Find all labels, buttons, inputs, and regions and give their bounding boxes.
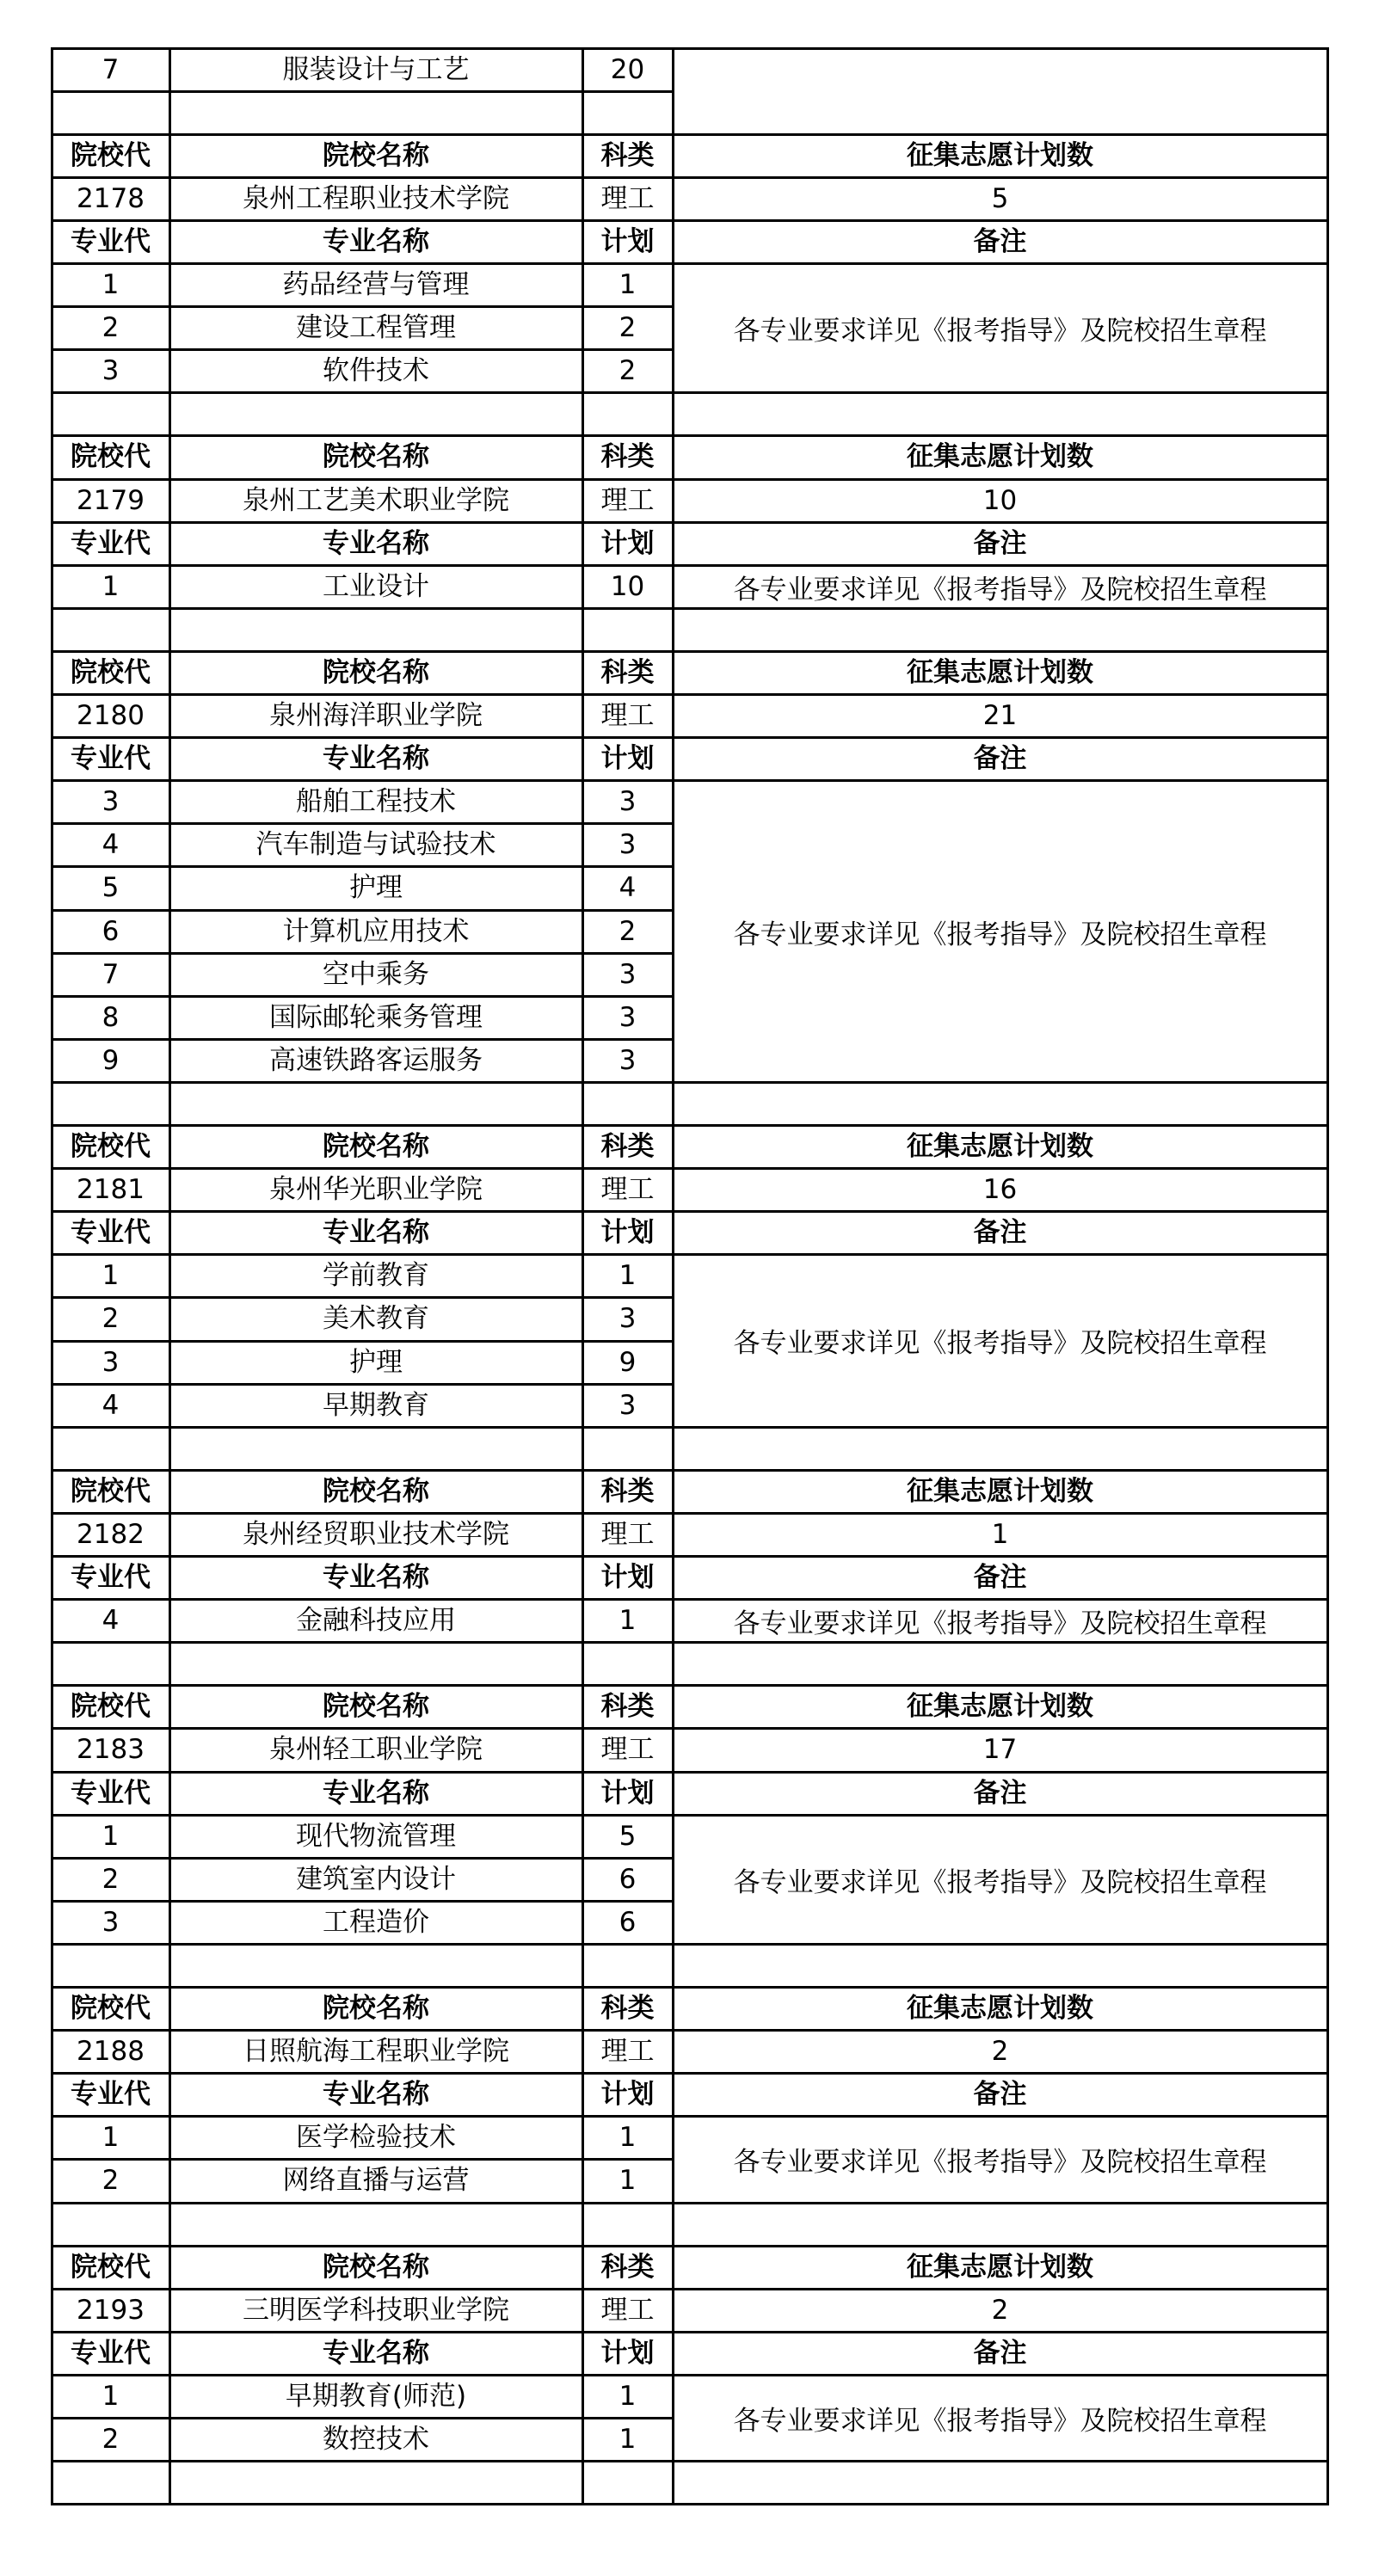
grid-line xyxy=(51,521,1329,524)
school-name: 泉州工程职业技术学院 xyxy=(243,182,509,214)
major-note: 各专业要求详见《报考指导》及院校招生章程 xyxy=(733,316,1267,347)
spacer-row xyxy=(0,1427,1391,1470)
major-plan: 1 xyxy=(619,2380,637,2412)
major-code-header: 专业代 xyxy=(71,527,151,559)
major-name-header: 专业名称 xyxy=(323,743,429,775)
plan-total-header: 征集志愿计划数 xyxy=(907,1131,1093,1163)
grid-line xyxy=(51,1814,1329,1817)
major-name-header: 专业名称 xyxy=(323,1777,429,1809)
major-name: 护理 xyxy=(349,1346,403,1378)
school-info-row xyxy=(0,695,1391,738)
plan-total-header: 征集志愿计划数 xyxy=(907,1691,1093,1723)
major-code-header: 专业代 xyxy=(71,2079,151,2111)
school-code: 2181 xyxy=(77,1174,145,1206)
major-code: 3 xyxy=(102,355,120,387)
major-code: 1 xyxy=(102,269,120,301)
major-plan: 6 xyxy=(619,1906,637,1938)
category-header: 科类 xyxy=(600,1131,655,1163)
major-note: 各专业要求详见《报考指导》及院校招生章程 xyxy=(733,1866,1267,1898)
school-name: 泉州经贸职业技术学院 xyxy=(243,1518,509,1550)
major-code: 4 xyxy=(102,1389,120,1421)
school-plan-total: 16 xyxy=(982,1174,1018,1206)
major-name-header: 专业名称 xyxy=(323,1562,429,1594)
grid-line xyxy=(51,1210,1329,1213)
major-code-header: 专业代 xyxy=(71,1562,151,1594)
spacer-row xyxy=(0,91,1391,134)
grid-line xyxy=(51,779,1329,782)
plan-header: 计划 xyxy=(600,225,655,257)
major-code-header: 专业代 xyxy=(71,2337,151,2369)
grid-line xyxy=(51,1555,1329,1558)
school-name-header: 院校名称 xyxy=(323,441,429,473)
note-header: 备注 xyxy=(973,225,1027,257)
school-info-row xyxy=(0,1513,1391,1556)
major-code: 2 xyxy=(102,1303,120,1335)
major-name: 软件技术 xyxy=(323,355,429,387)
major-code: 3 xyxy=(102,1346,120,1378)
plan-header: 计划 xyxy=(600,1217,655,1249)
major-name: 服装设计与工艺 xyxy=(282,53,470,85)
school-code: 2193 xyxy=(77,2294,145,2326)
major-name: 计算机应用技术 xyxy=(282,915,470,947)
category-header: 科类 xyxy=(600,441,655,473)
school-info-row xyxy=(0,2031,1391,2074)
major-name-header: 专业名称 xyxy=(323,2337,429,2369)
major-plan: 9 xyxy=(619,1346,637,1378)
school-header-row xyxy=(0,1126,1391,1169)
major-code: 3 xyxy=(102,1906,120,1938)
major-header-row xyxy=(0,2332,1391,2375)
school-info-row xyxy=(0,479,1391,522)
grid-line xyxy=(672,47,674,2506)
major-plan: 1 xyxy=(619,269,637,301)
school-header-row xyxy=(0,1470,1391,1513)
school-info-row xyxy=(0,177,1391,220)
school-code-header: 院校代 xyxy=(71,1475,151,1507)
grid-line xyxy=(51,2202,1329,2204)
school-header-row xyxy=(0,651,1391,694)
major-plan: 3 xyxy=(619,1044,637,1076)
grid-line xyxy=(51,262,1329,265)
major-note: 各专业要求详见《报考指导》及院校招生章程 xyxy=(733,1608,1267,1640)
school-plan-total: 21 xyxy=(982,700,1018,732)
grid-line xyxy=(51,2460,1329,2462)
major-name: 工程造价 xyxy=(323,1906,429,1938)
major-code: 8 xyxy=(102,1001,120,1033)
major-name: 现代物流管理 xyxy=(296,1820,456,1852)
major-name: 数控技术 xyxy=(323,2424,429,2456)
major-header-row xyxy=(0,2074,1391,2117)
grid-line xyxy=(51,391,1329,394)
plan-total-header: 征集志愿计划数 xyxy=(907,656,1093,688)
plan-header: 计划 xyxy=(600,2079,655,2111)
plan-total-header: 征集志愿计划数 xyxy=(907,2251,1093,2283)
major-header-row xyxy=(0,1557,1391,1600)
grid-line xyxy=(51,1684,1329,1687)
spacer-row xyxy=(0,1082,1391,1125)
school-code-header: 院校代 xyxy=(71,656,151,688)
grid-line xyxy=(51,133,1329,136)
major-header-row xyxy=(0,1772,1391,1815)
school-code-header: 院校代 xyxy=(71,139,151,171)
major-plan: 6 xyxy=(619,1863,637,1895)
spacer-row xyxy=(0,1944,1391,1987)
major-code-header: 专业代 xyxy=(71,743,151,775)
major-name: 汽车制造与试验技术 xyxy=(255,829,496,861)
major-name-header: 专业名称 xyxy=(323,2079,429,2111)
major-code-header: 专业代 xyxy=(71,225,151,257)
major-plan: 1 xyxy=(619,1260,637,1292)
plan-header: 计划 xyxy=(600,1777,655,1809)
school-header-row xyxy=(0,134,1391,177)
note-header: 备注 xyxy=(973,1562,1027,1594)
grid-line xyxy=(51,2115,1329,2118)
major-code: 1 xyxy=(102,1260,120,1292)
major-name: 护理 xyxy=(349,872,403,904)
school-name: 泉州工艺美术职业学院 xyxy=(243,484,509,516)
major-code-header: 专业代 xyxy=(71,1777,151,1809)
major-name: 高速铁路客运服务 xyxy=(269,1044,483,1076)
major-code: 7 xyxy=(102,958,120,990)
note-header: 备注 xyxy=(973,2079,1027,2111)
grid-line xyxy=(51,219,1329,222)
school-plan-total: 17 xyxy=(982,1734,1018,1766)
major-name: 网络直播与运营 xyxy=(282,2165,470,2197)
school-code: 2188 xyxy=(77,2036,145,2068)
major-header-row xyxy=(0,522,1391,565)
major-code: 1 xyxy=(102,2380,120,2412)
school-category: 理工 xyxy=(600,1518,655,1550)
grid-line xyxy=(51,736,1329,739)
plan-header: 计划 xyxy=(600,2337,655,2369)
school-category: 理工 xyxy=(600,1174,655,1206)
school-code: 2180 xyxy=(77,700,145,732)
grid-line xyxy=(51,1986,1329,1989)
grid-line xyxy=(51,1771,1329,1774)
major-header-row xyxy=(0,738,1391,781)
grid-line xyxy=(51,176,1329,179)
grid-line xyxy=(51,1124,1329,1127)
major-code: 2 xyxy=(102,312,120,344)
grid-line xyxy=(51,607,1329,610)
category-header: 科类 xyxy=(600,1475,655,1507)
school-code: 2179 xyxy=(77,484,145,516)
school-code-header: 院校代 xyxy=(71,1993,151,2025)
major-code: 3 xyxy=(102,786,120,818)
major-code: 1 xyxy=(102,570,120,602)
grid-line xyxy=(51,2288,1329,2290)
major-code: 9 xyxy=(102,1044,120,1076)
major-note: 各专业要求详见《报考指导》及院校招生章程 xyxy=(733,1328,1267,1360)
grid-line xyxy=(51,2072,1329,2075)
major-plan: 3 xyxy=(619,1303,637,1335)
major-plan: 3 xyxy=(619,1001,637,1033)
grid-line xyxy=(51,1512,1329,1515)
category-header: 科类 xyxy=(600,139,655,171)
category-header: 科类 xyxy=(600,2251,655,2283)
grid-line xyxy=(582,47,584,2506)
major-plan: 4 xyxy=(619,872,637,904)
major-note: 各专业要求详见《报考指导》及院校招生章程 xyxy=(733,919,1267,950)
school-plan-total: 1 xyxy=(991,1518,1009,1550)
school-header-row xyxy=(0,436,1391,479)
major-plan: 1 xyxy=(619,2122,637,2154)
plan-total-header: 征集志愿计划数 xyxy=(907,1993,1093,2025)
major-name: 工业设计 xyxy=(323,570,429,602)
grid-line xyxy=(51,1641,1329,1644)
plan-total-header: 征集志愿计划数 xyxy=(907,1475,1093,1507)
major-plan: 2 xyxy=(619,355,637,387)
school-name-header: 院校名称 xyxy=(323,139,429,171)
school-info-row xyxy=(0,1169,1391,1212)
school-name-header: 院校名称 xyxy=(323,1691,429,1723)
grid-line xyxy=(51,1598,1329,1601)
school-header-row xyxy=(0,2246,1391,2289)
plan-total-header: 征集志愿计划数 xyxy=(907,441,1093,473)
spacer-row xyxy=(0,2462,1391,2505)
major-name-header: 专业名称 xyxy=(323,225,429,257)
major-code: 4 xyxy=(102,1605,120,1637)
school-plan-total: 2 xyxy=(991,2036,1009,2068)
school-name: 三明医学科技职业学院 xyxy=(243,2294,509,2326)
school-name: 泉州轻工职业学院 xyxy=(269,1734,483,1766)
major-name: 早期教育 xyxy=(323,1389,429,1421)
major-name: 美术教育 xyxy=(323,1303,429,1335)
school-category: 理工 xyxy=(600,2036,655,2068)
school-info-row xyxy=(0,1729,1391,1772)
school-code-header: 院校代 xyxy=(71,2251,151,2283)
note-header: 备注 xyxy=(973,1217,1027,1249)
major-name: 学前教育 xyxy=(323,1260,429,1292)
school-name-header: 院校名称 xyxy=(323,656,429,688)
major-plan: 3 xyxy=(619,829,637,861)
school-code: 2182 xyxy=(77,1518,145,1550)
major-code: 2 xyxy=(102,1863,120,1895)
grid-line xyxy=(51,47,53,2506)
major-name: 金融科技应用 xyxy=(296,1605,456,1637)
spacer-row xyxy=(0,1643,1391,1686)
major-name: 建设工程管理 xyxy=(296,312,456,344)
plan-header: 计划 xyxy=(600,527,655,559)
major-header-row xyxy=(0,1212,1391,1255)
school-name-header: 院校名称 xyxy=(323,2251,429,2283)
grid-line xyxy=(51,1253,1329,1256)
category-header: 科类 xyxy=(600,1993,655,2025)
spacer-row xyxy=(0,2203,1391,2246)
major-name: 药品经营与管理 xyxy=(282,269,470,301)
school-code-header: 院校代 xyxy=(71,441,151,473)
major-plan: 2 xyxy=(619,312,637,344)
major-plan: 1 xyxy=(619,2424,637,2456)
major-code: 2 xyxy=(102,2165,120,2197)
major-name: 建筑室内设计 xyxy=(296,1863,456,1895)
table-row xyxy=(0,48,1391,91)
grid-line xyxy=(51,434,1329,437)
school-name-header: 院校名称 xyxy=(323,1993,429,2025)
plan-total-header: 征集志愿计划数 xyxy=(907,139,1093,171)
grid-line xyxy=(51,2331,1329,2333)
school-code-header: 院校代 xyxy=(71,1691,151,1723)
major-name-header: 专业名称 xyxy=(323,1217,429,1249)
grid-line xyxy=(51,2374,1329,2376)
school-name-header: 院校名称 xyxy=(323,1475,429,1507)
school-category: 理工 xyxy=(600,182,655,214)
major-code: 2 xyxy=(102,2424,120,2456)
spacer-row xyxy=(0,393,1391,436)
grid-line xyxy=(51,564,1329,567)
major-note: 各专业要求详见《报考指导》及院校招生章程 xyxy=(733,2147,1267,2179)
category-header: 科类 xyxy=(600,1691,655,1723)
school-header-row xyxy=(0,1686,1391,1729)
grid-line xyxy=(51,1943,1329,1946)
school-name: 泉州华光职业学院 xyxy=(269,1174,483,1206)
grid-line xyxy=(51,1727,1329,1730)
school-header-row xyxy=(0,1988,1391,2031)
plan-header: 计划 xyxy=(600,743,655,775)
major-name: 医学检验技术 xyxy=(296,2122,456,2154)
major-plan: 3 xyxy=(619,958,637,990)
school-name: 泉州海洋职业学院 xyxy=(269,700,483,732)
grid-line xyxy=(51,2503,1329,2505)
major-plan: 20 xyxy=(610,53,645,85)
major-plan: 3 xyxy=(619,1389,637,1421)
school-category: 理工 xyxy=(600,484,655,516)
major-plan: 5 xyxy=(619,1820,637,1852)
major-plan: 10 xyxy=(610,570,645,602)
note-header: 备注 xyxy=(973,743,1027,775)
note-header: 备注 xyxy=(973,2337,1027,2369)
school-plan-total: 10 xyxy=(982,484,1018,516)
school-name: 日照航海工程职业学院 xyxy=(243,2036,509,2068)
grid-line xyxy=(51,1426,1329,1429)
grid-line xyxy=(51,47,1329,50)
major-plan: 1 xyxy=(619,1605,637,1637)
grid-line xyxy=(51,2029,1329,2032)
grid-line xyxy=(51,2245,1329,2247)
major-plan: 1 xyxy=(619,2165,637,2197)
grid-line xyxy=(169,47,171,2506)
grid-line xyxy=(51,693,1329,696)
grid-line xyxy=(51,478,1329,481)
grid-line xyxy=(1326,47,1329,2506)
major-name: 早期教育(师范) xyxy=(285,2380,467,2412)
major-note: 各专业要求详见《报考指导》及院校招生章程 xyxy=(733,574,1267,606)
major-plan: 2 xyxy=(619,915,637,947)
major-code: 4 xyxy=(102,829,120,861)
major-note: 各专业要求详见《报考指导》及院校招生章程 xyxy=(733,2405,1267,2437)
school-code: 2178 xyxy=(77,182,145,214)
grid-line xyxy=(51,1167,1329,1170)
major-name-header: 专业名称 xyxy=(323,527,429,559)
school-plan-total: 2 xyxy=(991,2294,1009,2326)
school-category: 理工 xyxy=(600,1734,655,1766)
school-info-row xyxy=(0,2289,1391,2332)
major-plan: 3 xyxy=(619,786,637,818)
major-code: 6 xyxy=(102,915,120,947)
category-header: 科类 xyxy=(600,656,655,688)
school-code-header: 院校代 xyxy=(71,1131,151,1163)
grid-line xyxy=(51,1469,1329,1472)
school-category: 理工 xyxy=(600,2294,655,2326)
note-header: 备注 xyxy=(973,1777,1027,1809)
major-code: 7 xyxy=(102,53,120,85)
plan-header: 计划 xyxy=(600,1562,655,1594)
major-header-row xyxy=(0,220,1391,263)
major-code-header: 专业代 xyxy=(71,1217,151,1249)
grid-line xyxy=(51,650,1329,653)
school-name-header: 院校名称 xyxy=(323,1131,429,1163)
grid-line xyxy=(51,1081,1329,1084)
spacer-row xyxy=(0,608,1391,651)
major-name: 国际邮轮乘务管理 xyxy=(269,1001,483,1033)
major-name: 空中乘务 xyxy=(323,958,429,990)
school-code: 2183 xyxy=(77,1734,145,1766)
major-code: 1 xyxy=(102,1820,120,1852)
major-code: 5 xyxy=(102,872,120,904)
note-header: 备注 xyxy=(973,527,1027,559)
school-category: 理工 xyxy=(600,700,655,732)
major-name: 船舶工程技术 xyxy=(296,786,456,818)
school-plan-total: 5 xyxy=(991,182,1009,214)
major-code: 1 xyxy=(102,2122,120,2154)
